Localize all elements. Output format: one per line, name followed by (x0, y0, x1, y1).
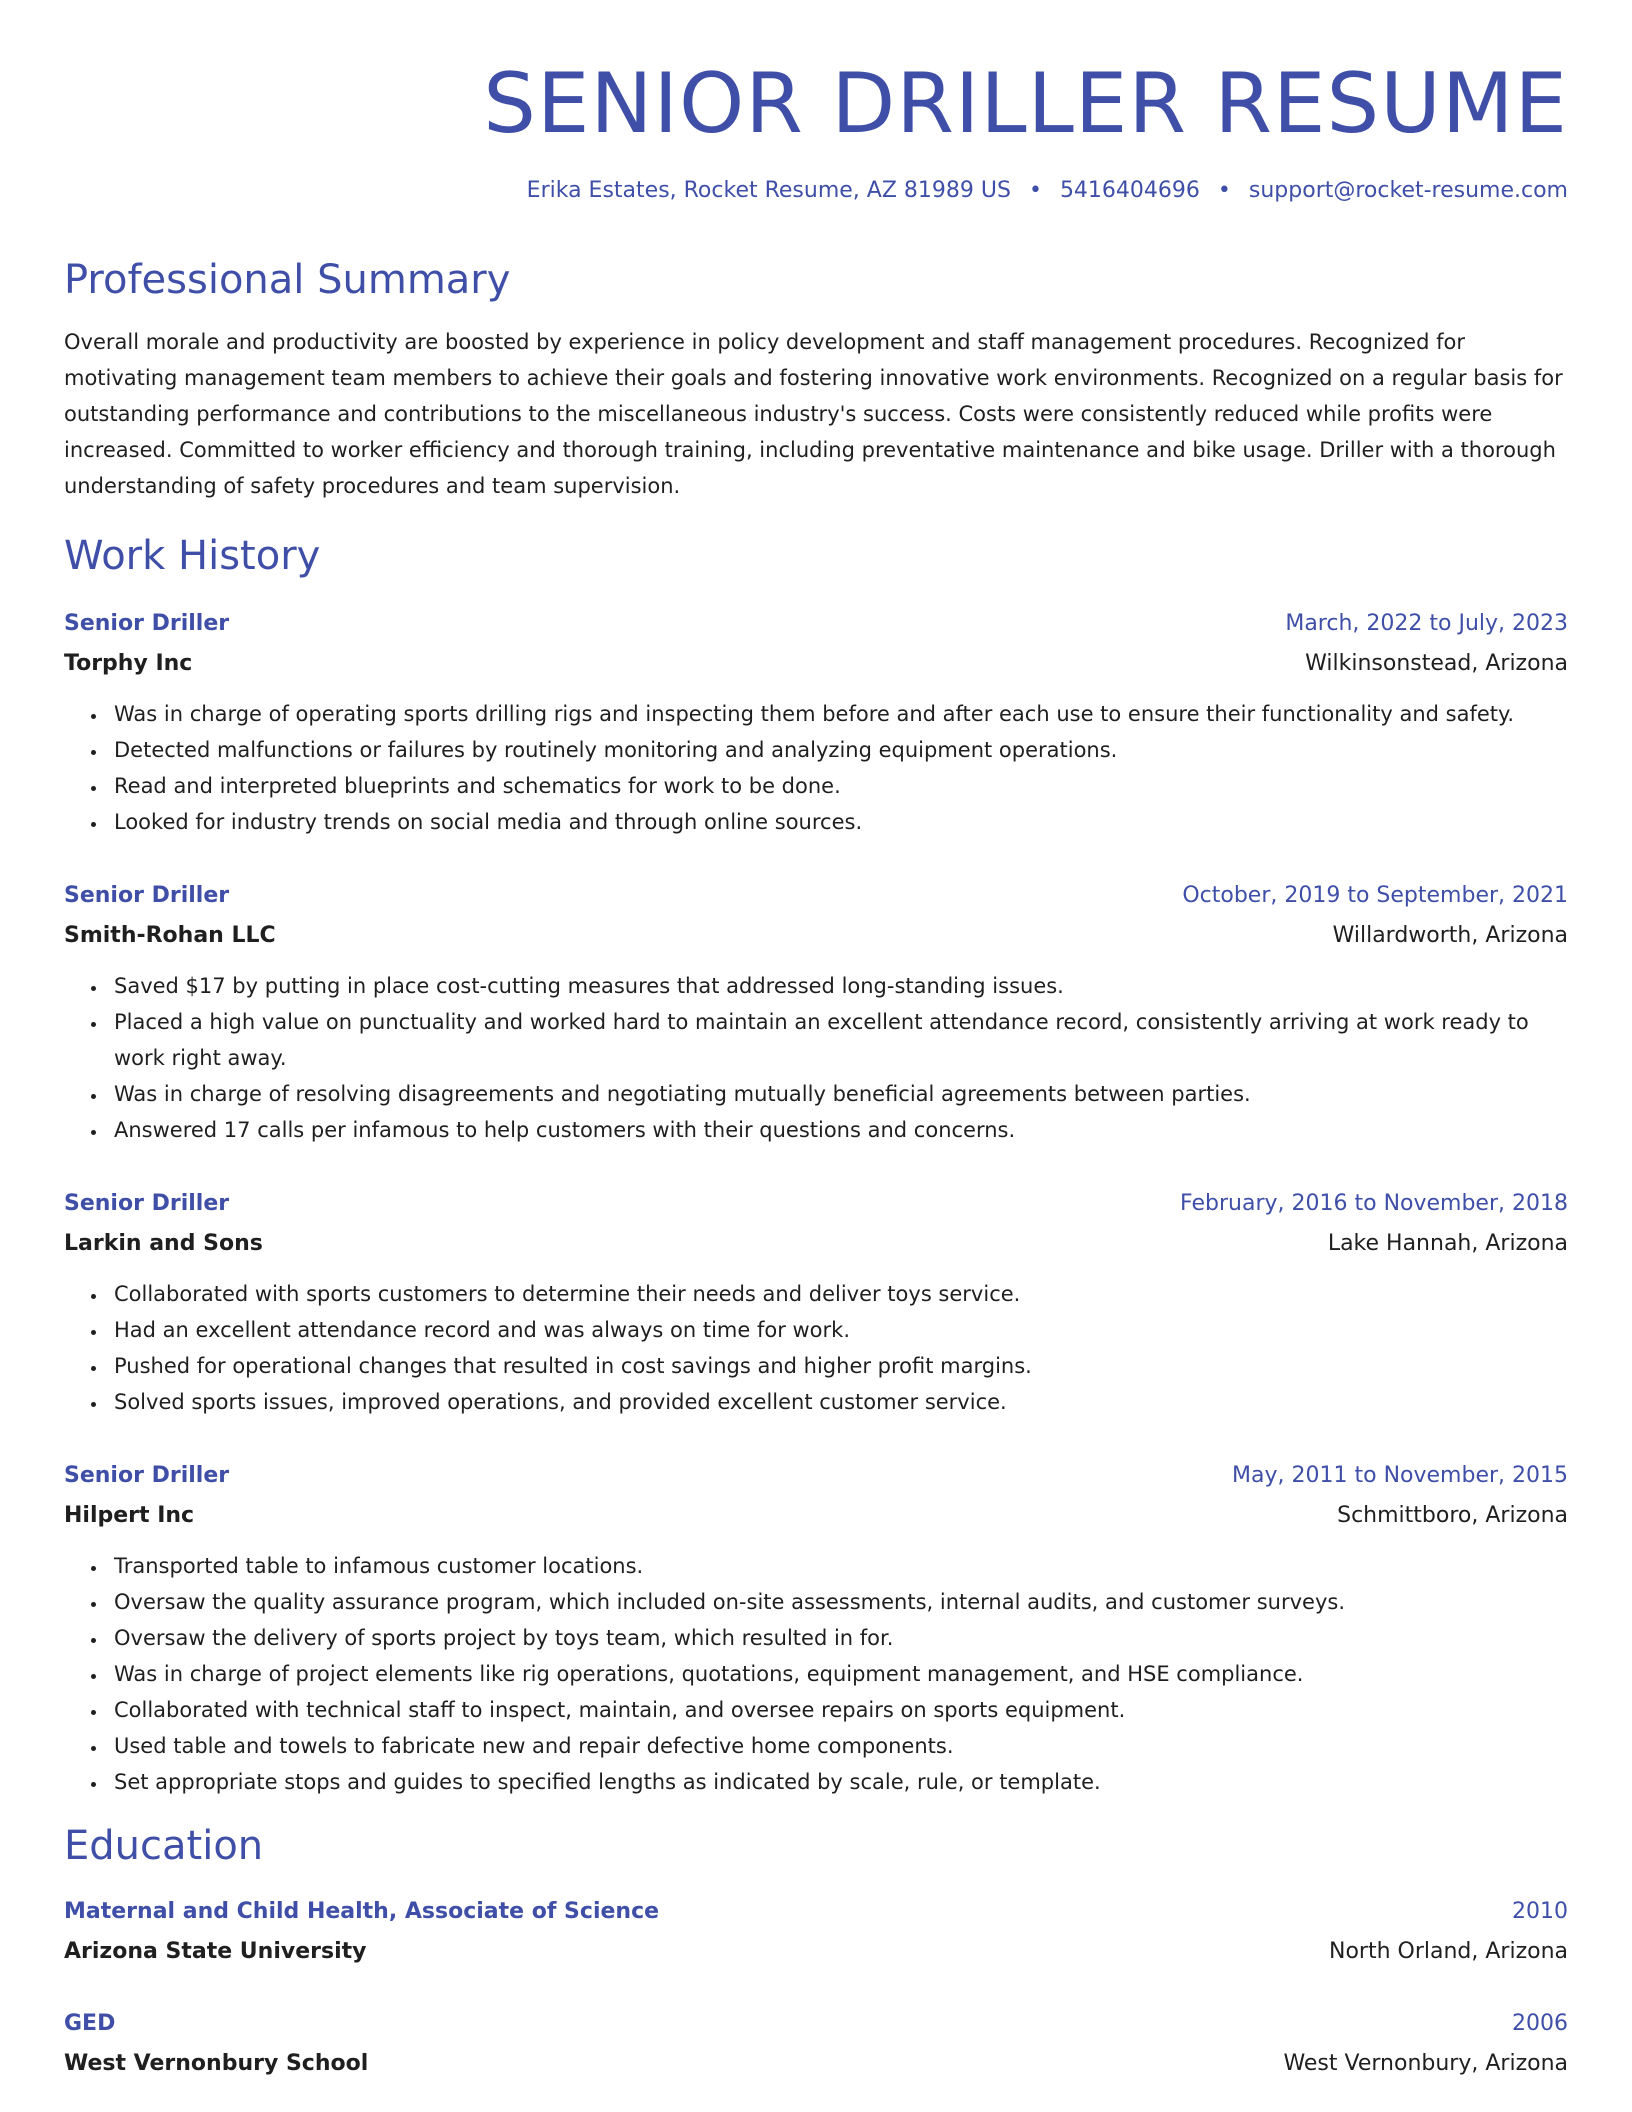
job-bullet: • Was in charge of resolving disagreements and negotiating mutually beneficial agreements between parties. (108, 1076, 1568, 1112)
job-bullet: • Was in charge of project elements like rig operations, quotations, equipment management, and HSE compliance. (108, 1656, 1568, 1692)
job-bullet: • Collaborated with technical staff to inspect, maintain, and oversee repairs on sports equipment. (108, 1692, 1568, 1728)
company-name: Larkin and Sons (64, 1231, 263, 1256)
job-entry (64, 1184, 1568, 1420)
job-bullet-list (64, 968, 1568, 1148)
job-title: Senior Driller (64, 1191, 230, 1216)
job-bullet: • Transported table to infamous customer locations. (108, 1548, 1568, 1584)
resume-title: SENIOR DRILLER RESUME (483, 55, 1568, 152)
education-school-row (64, 2044, 1568, 2084)
job-location: Schmittboro, Arizona (1337, 1503, 1568, 1528)
job-bullet-list (64, 1548, 1568, 1800)
job-location: Lake Hannah, Arizona (1327, 1231, 1568, 1256)
job-bullet-list (64, 1276, 1568, 1420)
education-school: Arizona State University (64, 1939, 367, 1964)
job-bullet: • Was in charge of operating sports drilling rigs and inspecting them before and after each use to ensure their functionality and safety. (108, 696, 1568, 732)
job-bullet: • Oversaw the delivery of sports project by toys team, which resulted in for. (108, 1620, 1568, 1656)
job-header-row (64, 1184, 1568, 1224)
company-name: Hilpert Inc (64, 1503, 195, 1528)
section-title-summary: Professional Summary (64, 257, 511, 303)
education-header-row (64, 1892, 1568, 1932)
job-bullet: • Collaborated with sports customers to determine their needs and deliver toys service. (108, 1276, 1568, 1312)
job-bullet: • Used table and towels to fabricate new and repair defective home components. (108, 1728, 1568, 1764)
job-dates: May, 2011 to November, 2015 (1232, 1463, 1568, 1488)
job-bullet: • Oversaw the quality assurance program, which included on-site assessments, internal audits, and customer surveys. (108, 1584, 1568, 1620)
education-entry (64, 1892, 1568, 1972)
job-bullet: • Set appropriate stops and guides to specified lengths as indicated by scale, rule, or template. (108, 1764, 1568, 1800)
education-school: West Vernonbury School (64, 2051, 369, 2076)
job-company-row (64, 916, 1568, 956)
contact-phone: 5416404696 (1059, 178, 1200, 203)
education-year: 2006 (1512, 2011, 1568, 2036)
company-name: Smith-Rohan LLC (64, 923, 276, 948)
company-name: Torphy Inc (64, 651, 193, 676)
section-title-work-history: Work History (64, 533, 321, 579)
job-title: Senior Driller (64, 1463, 230, 1488)
job-company-row (64, 644, 1568, 684)
job-header-row (64, 1456, 1568, 1496)
job-bullet: • Answered 17 calls per infamous to help customers with their questions and concerns. (108, 1112, 1568, 1148)
section-title-education: Education (64, 1823, 264, 1869)
job-bullet: • Had an excellent attendance record and was always on time for work. (108, 1312, 1568, 1348)
summary-text: Overall morale and productivity are boosted by experience in policy development and staff management procedures. Recognized for motivating management team members to achieve their goals and fostering innovative work environments. Recognized on a regular basis for outstanding performance and contributions to the miscellaneous industry's success. Costs were consistently reduced while profits were increased. Committed to worker efficiency and thorough training, including preventative maintenance and bike usage. Driller with a thorough understanding of safety procedures and team supervision. (64, 330, 1563, 498)
job-entry (64, 1456, 1568, 1800)
job-bullet: • Looked for industry trends on social media and through online sources. (108, 804, 1568, 840)
education-list (64, 1892, 1568, 2084)
job-bullet-list (64, 696, 1568, 840)
job-bullet: • Solved sports issues, improved operations, and provided excellent customer service. (108, 1384, 1568, 1420)
job-company-row (64, 1224, 1568, 1264)
job-bullet: • Saved $17 by putting in place cost-cutting measures that addressed long-standing issues. (108, 968, 1568, 1004)
job-header-row (64, 876, 1568, 916)
job-dates: February, 2016 to November, 2018 (1180, 1191, 1568, 1216)
contact-email: support@rocket-resume.com (1248, 178, 1568, 203)
job-company-row (64, 1496, 1568, 1536)
job-location: Willardworth, Arizona (1332, 923, 1568, 948)
education-location: West Vernonbury, Arizona (1283, 2051, 1568, 2076)
contact-separator: • (1217, 178, 1231, 203)
education-degree: GED (64, 2011, 116, 2036)
job-bullet: • Pushed for operational changes that resulted in cost savings and higher profit margins. (108, 1348, 1568, 1384)
contact-separator: • (1028, 178, 1042, 203)
job-bullet: • Read and interpreted blueprints and schematics for work to be done. (108, 768, 1568, 804)
contact-address: Erika Estates, Rocket Resume, AZ 81989 US (526, 178, 1011, 203)
education-location: North Orland, Arizona (1328, 1939, 1568, 1964)
work-history-list (64, 604, 1568, 1800)
job-entry (64, 876, 1568, 1148)
education-entry (64, 2004, 1568, 2084)
education-year: 2010 (1512, 1899, 1568, 1924)
education-header-row (64, 2004, 1568, 2044)
contact-line (64, 176, 1568, 206)
job-bullet: • Placed a high value on punctuality and worked hard to maintain an excellent attendance record, consistently arriving at work ready to work right away. (108, 1004, 1568, 1076)
job-bullet: • Detected malfunctions or failures by routinely monitoring and analyzing equipment operations. (108, 732, 1568, 768)
job-title: Senior Driller (64, 611, 230, 636)
job-dates: October, 2019 to September, 2021 (1182, 883, 1568, 908)
job-dates: March, 2022 to July, 2023 (1285, 611, 1568, 636)
job-title: Senior Driller (64, 883, 230, 908)
job-entry (64, 604, 1568, 840)
job-header-row (64, 604, 1568, 644)
education-degree: Maternal and Child Health, Associate of Science (64, 1899, 660, 1924)
job-location: Wilkinsonstead, Arizona (1305, 651, 1568, 676)
education-school-row (64, 1932, 1568, 1972)
